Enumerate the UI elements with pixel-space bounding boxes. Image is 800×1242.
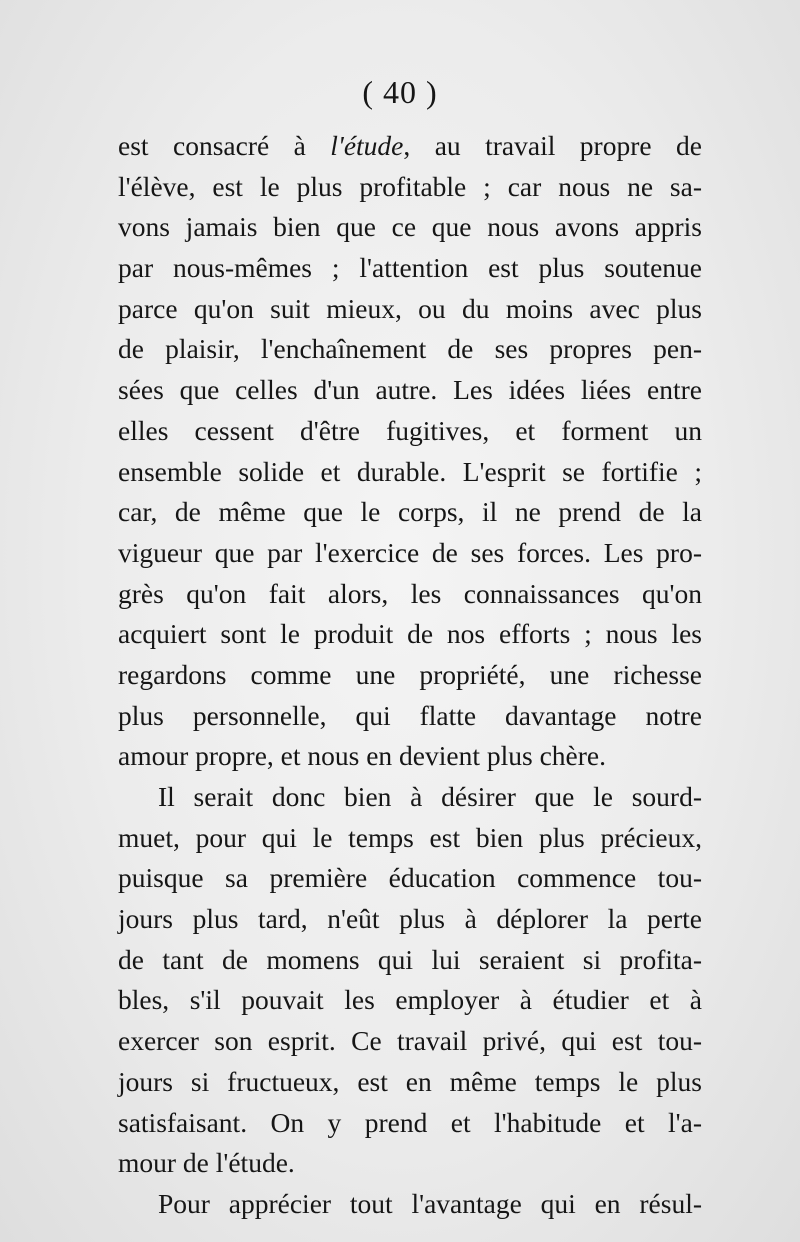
italic-word: l'étude [330, 130, 404, 161]
text-line: acquiert sont le produit de nos efforts ; nous les [118, 618, 702, 650]
text-line: grès qu'on fait alors, les connaissances qu'on [118, 577, 702, 609]
text-line: elles cessent d'être fugitives, et forment un [118, 414, 702, 446]
text-line: car, de même que le corps, il ne prend de la [118, 496, 702, 528]
text-line: plus personnelle, qui flatte davantage notre [118, 699, 702, 731]
text-line: mour de l'étude. [118, 1147, 295, 1179]
text-line: parce qu'on suit mieux, ou du moins avec plus [118, 292, 702, 324]
text-line: jours plus tard, n'eût plus à déplorer la perte [118, 903, 702, 935]
text-line: satisfaisant. On y prend et l'habitude et l'a- [118, 1106, 702, 1138]
text-line: de tant de momens qui lui seraient si profita- [118, 943, 702, 975]
page-number: ( 40 ) [362, 74, 438, 110]
text-line: sées que celles d'un autre. Les idées liées entre [118, 374, 702, 406]
text-line: ensemble solide et durable. L'esprit se fortifie ; [118, 455, 702, 487]
text-line: bles, s'il pouvait les employer à étudier et à [118, 984, 702, 1016]
text-line: amour propre, et nous en devient plus chère. [118, 740, 606, 772]
text-line: jours si fructueux, est en même temps le plus [118, 1065, 702, 1097]
text-line: muet, pour qui le temps est bien plus précieux, [118, 821, 702, 853]
text-line: est consacré à l'étude, au travail propre de [118, 130, 702, 161]
text-line: Il serait donc bien à désirer que le sourd- [158, 781, 702, 812]
text-line: vons jamais bien que ce que nous avons appris [118, 211, 702, 243]
text-line: regardons comme une propriété, une richesse [118, 658, 702, 690]
text-line: de plaisir, l'enchaînement de ses propres pen- [118, 333, 702, 365]
text-line: puisque sa première éducation commence tou- [118, 862, 702, 894]
text-line: Pour apprécier tout l'avantage qui en résul- [158, 1187, 702, 1219]
body-text [118, 126, 702, 1225]
text-line: vigueur que par l'exercice de ses forces. Les pro- [118, 536, 702, 568]
text-line: l'élève, est le plus profitable ; car nous ne sa- [118, 170, 702, 202]
text-line: par nous-mêmes ; l'attention est plus soutenue [118, 252, 702, 284]
text-line: exercer son esprit. Ce travail privé, qui est tou- [118, 1025, 702, 1057]
